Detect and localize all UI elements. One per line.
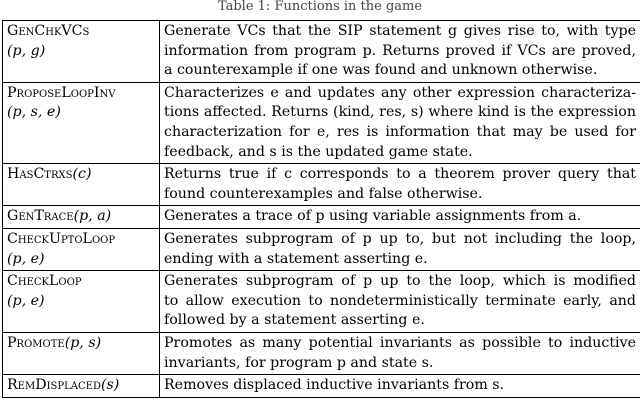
function-args: (p, a): [73, 208, 112, 225]
description-line: ending with a statement asserting e.: [164, 250, 428, 267]
header-fragment: Table 1: Functions in the game: [217, 0, 423, 14]
description-line: Removes displaced inductive invariants from s.: [164, 377, 505, 394]
function-signature-cell: [3, 206, 160, 229]
description-line: Promotes as many potential invariants as possible to inductive: [164, 334, 636, 351]
function-signature-cell: [3, 228, 160, 270]
function-args: (c): [72, 166, 92, 183]
description-line: Generates a trace of p using variable assignments from a.: [164, 208, 582, 225]
function-signature-cell: [3, 82, 160, 163]
function-description: [160, 375, 640, 398]
table-row: [3, 271, 640, 333]
table-row: [3, 332, 640, 374]
function-description: [160, 228, 640, 270]
description-line: Generates subprogram of p up to, but not including the loop,: [164, 230, 636, 247]
function-args: (s): [100, 377, 120, 394]
description-line: found counterexamples and false otherwise.: [164, 185, 483, 202]
description-line: Generates subprogram of p up to the loop, which is modified: [164, 273, 636, 290]
function-description: [160, 82, 640, 163]
function-args: (p, s): [64, 334, 102, 351]
function-description: [160, 21, 640, 83]
function-signature-cell: [3, 271, 160, 333]
function-signature-cell: [3, 21, 160, 83]
description-line: characterization for e, res is information that may be used for: [164, 123, 636, 140]
function-signature-cell: [3, 375, 160, 398]
function-name: CheckUptoLoop: [7, 230, 116, 247]
function-name: Promote: [7, 334, 65, 351]
function-args: (p, e): [7, 292, 45, 309]
function-name: RemDisplaced: [7, 377, 101, 394]
description-line: Characterizes e and updates any other expression characteriza-: [164, 84, 636, 101]
function-name: GenChkVCs: [7, 23, 90, 39]
description-line: to allow execution to nondeterministically terminate early, and: [164, 292, 636, 309]
description-line: tions affected. Returns (kind, res, s) where kind is the expression: [164, 104, 636, 121]
description-line: Returns true if c corresponds to a theorem prover query that: [164, 166, 636, 183]
table-row: [3, 228, 640, 270]
description-line: invariants, for program p and state s.: [164, 354, 434, 371]
table-row: [3, 164, 640, 206]
function-signature-cell: [3, 332, 160, 374]
table-row: [3, 21, 640, 83]
function-description: [160, 332, 640, 374]
function-signature-cell: [3, 164, 160, 206]
function-description: [160, 271, 640, 333]
function-args: (p, s, e): [7, 104, 61, 121]
function-args: (p, e): [7, 250, 45, 267]
description-line: information from program p. Returns proved if VCs are proved,: [164, 42, 636, 59]
table-row: [3, 82, 640, 163]
function-description: [160, 206, 640, 229]
table-row: [3, 375, 640, 398]
function-description: [160, 164, 640, 206]
functions-table: [2, 20, 640, 398]
description-line: Generate VCs that the SIP statement g gives rise to, with type: [164, 23, 636, 39]
function-name: CheckLoop: [7, 273, 82, 290]
description-line: followed by a statement asserting e.: [164, 312, 425, 329]
description-line: a counterexample if one was found and unknown otherwise.: [164, 62, 598, 79]
function-args: (p, g): [7, 42, 46, 59]
table-row: [3, 206, 640, 229]
description-line: feedback, and s is the updated game state.: [164, 143, 473, 160]
function-name: GenTrace: [7, 208, 74, 225]
function-name: ProposeLoopInv: [7, 84, 116, 101]
function-name: HasCtrxs: [7, 166, 73, 183]
